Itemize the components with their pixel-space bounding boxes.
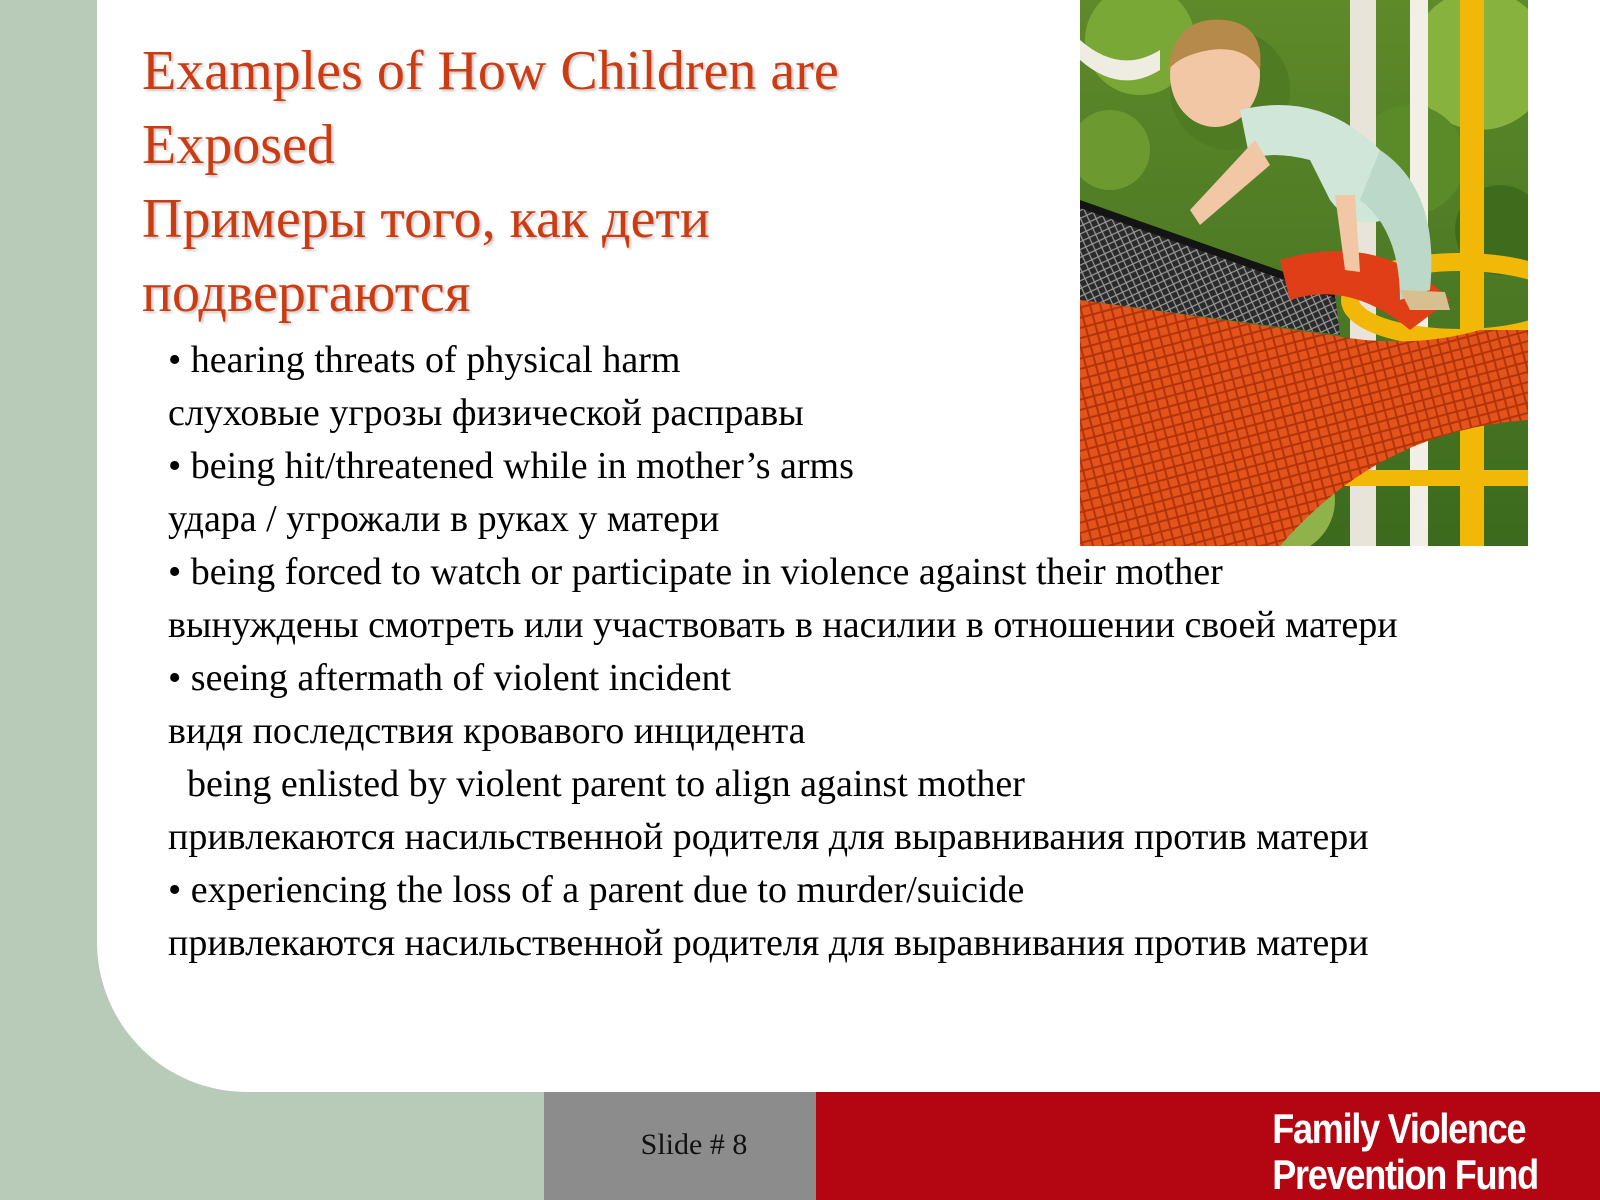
bullet-list bbox=[168, 334, 1588, 970]
bullet-en: • experiencing the loss of a parent due to murder/suicide bbox=[168, 869, 1025, 911]
title-line-en-1: Examples of How Children are bbox=[142, 40, 839, 102]
bullet-en: • being forced to watch or participate in violence against their mother bbox=[168, 551, 1223, 593]
slide-title bbox=[142, 34, 1042, 330]
bullet-ru: видя последствия кровавого инцидента bbox=[168, 710, 806, 752]
list-item bbox=[168, 334, 1588, 440]
bullet-ru: привлекаются насильственной родителя для выравнивания против матери bbox=[168, 816, 1369, 858]
list-item bbox=[168, 652, 1588, 758]
list-item bbox=[168, 758, 1588, 864]
bullet-ru: вынуждены смотреть или участвовать в насилии в отношении своей матери bbox=[168, 604, 1398, 646]
family-violence-prevention-fund-logo bbox=[1272, 1106, 1538, 1198]
bullet-ru: привлекаются насильственной родителя для выравнивания против матери bbox=[168, 922, 1369, 964]
title-line-ru-1: Примеры того, как дети bbox=[142, 188, 710, 250]
bullet-en: • seeing aftermath of violent incident bbox=[168, 657, 732, 699]
bullet-en: • being hit/threatened while in mother’s arms bbox=[168, 445, 854, 487]
bullet-en: • hearing threats of physical harm bbox=[168, 339, 681, 381]
list-item bbox=[168, 864, 1588, 970]
logo-line-1: Family Violence bbox=[1272, 1105, 1526, 1152]
bullet-ru: слуховые угрозы физической расправы bbox=[168, 392, 804, 434]
list-item bbox=[168, 546, 1588, 652]
title-line-en-2: Exposed bbox=[142, 114, 335, 176]
logo-line-2: Prevention Fund bbox=[1272, 1151, 1538, 1198]
bullet-en: being enlisted by violent parent to align against mother bbox=[168, 763, 1025, 805]
list-item bbox=[168, 440, 1588, 546]
slide-number: Slide # 8 bbox=[640, 1128, 748, 1161]
title-line-ru-2: подвергаются bbox=[142, 262, 471, 324]
bullet-ru: удара / угрожали в руках у матери bbox=[168, 498, 720, 540]
